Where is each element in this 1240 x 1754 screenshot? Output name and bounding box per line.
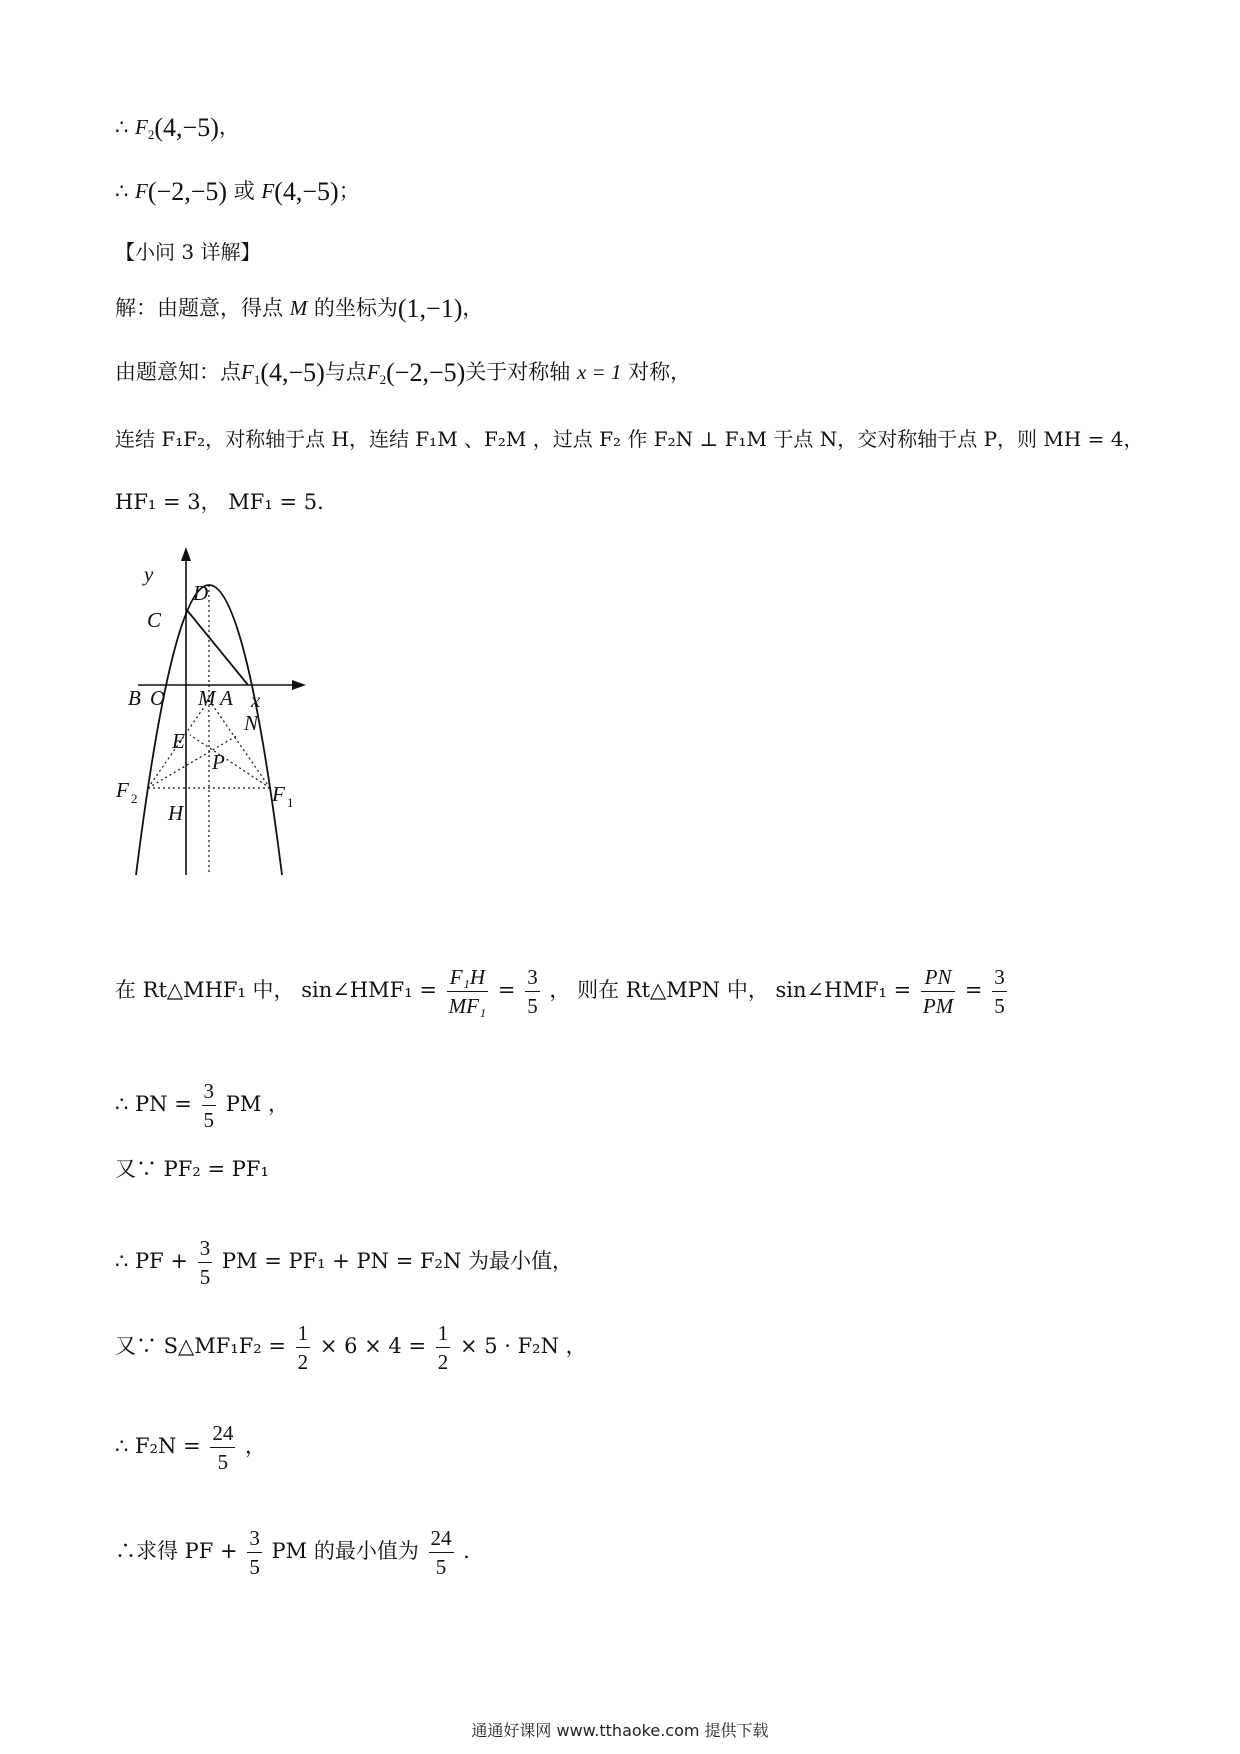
line-point-m: 解：由题意，得点 M 的坐标为(1,−1)，	[115, 294, 484, 323]
line-f2-result: ∴ $F_2(4,-5)$，	[115, 113, 240, 143]
line-minimum: ∴ PF + $\frac{3}{5}$ PM = PF₁ + PN = F₂N 为最小值，	[115, 1236, 574, 1289]
fraction-pn-pm: $\frac{PN}{PM}$	[922, 965, 954, 1018]
fraction-half-b: $\frac{1}{2}$	[437, 1321, 449, 1374]
label-x: x	[251, 688, 261, 712]
y-axis-arrow	[181, 547, 191, 561]
line-f-result: ∴ F(−2,−5) 或 F(4,−5)；	[115, 177, 360, 206]
fraction-f1h-mf1: $\frac{\text{F₁H}}{\text{MF₁}}$	[448, 965, 487, 1018]
fraction-pn-coef: $\frac{3}{5}$	[203, 1079, 214, 1132]
label-c: C	[147, 608, 162, 632]
line-pf-equal: 又∵ PF₂ = PF₁	[115, 1157, 269, 1181]
label-o: O	[150, 686, 166, 710]
label-e: E	[172, 729, 185, 753]
label-f2: F	[116, 778, 129, 802]
section-heading: 【小问 3 详解】	[115, 240, 261, 264]
segment-f1m	[209, 700, 270, 788]
fraction-answer: $\frac{24}{5}$	[430, 1526, 452, 1579]
label-m: M	[198, 686, 216, 710]
fraction-pm-coef-final: $\frac{3}{5}$	[249, 1526, 260, 1579]
line-area: 又∵ S△MF₁F₂ = $\frac{1}{2}$ × 6 × 4 = $\frac{1}{2}$ × 5 · F₂N ，	[115, 1321, 587, 1374]
line-lengths: HF₁ = 3， MF₁ = 5．	[115, 490, 339, 514]
line-construction: 连结 F₁F₂，对称轴于点 H，连结 F₁M 、F₂M ，过点 F₂ 作 F₂N ⊥ F₁M 于点 N，交对称轴于点 P，则 MH = 4，	[115, 427, 1144, 451]
label-y: y	[144, 562, 154, 586]
label-n: N	[244, 711, 259, 735]
line-conclusion: ∴求得 PF + $\frac{3}{5}$ PM 的最小值为 $\frac{24}{5}$ ．	[115, 1526, 485, 1579]
line-f2n-value: ∴ F₂N = $\frac{24}{5}$ ，	[115, 1421, 267, 1474]
segment-ca	[186, 609, 248, 685]
segment-f1e	[190, 735, 270, 788]
line-symmetry: 由题意知：点$F_1(4,-5)$与点$F_2(-2,-5)$关于对称轴 x = 1 对称，	[115, 358, 692, 388]
fraction-3-5: $\frac{3}{5}$	[527, 965, 538, 1018]
fraction-24-5: $\frac{24}{5}$	[212, 1421, 234, 1474]
label-f2-sub: 2	[131, 791, 138, 806]
line-pn: ∴ PN = $\frac{3}{5}$ PM ，	[115, 1079, 289, 1132]
label-b: B	[128, 686, 141, 710]
fraction-pm-coef: $\frac{3}{5}$	[199, 1236, 211, 1289]
page-footer: 通通好课网 www.tthaoke.com 提供下载	[471, 1721, 769, 1740]
label-d: D	[193, 581, 209, 605]
parabola-figure	[108, 545, 348, 885]
fraction-half-a: $\frac{1}{2}$	[297, 1321, 309, 1374]
line-sine: 在 Rt△MHF₁ 中， sin∠HMF₁ = $\frac{\text{F₁H}}{\text{MF₁}}$ = $\frac{3}{5}$ ， 则在 Rt△MPN 中， sin∠HMF₁ = $\frac{PN}{PM}$ = $\frac{3}{5}$	[115, 965, 1005, 1018]
x-axis-arrow	[292, 680, 306, 690]
label-p: P	[212, 750, 225, 774]
label-f1: F	[272, 782, 285, 806]
label-a: A	[220, 686, 233, 710]
label-f1-sub: 1	[287, 795, 294, 810]
label-h: H	[168, 801, 184, 825]
fraction-3-5-b: $\frac{3}{5}$	[994, 965, 1005, 1018]
